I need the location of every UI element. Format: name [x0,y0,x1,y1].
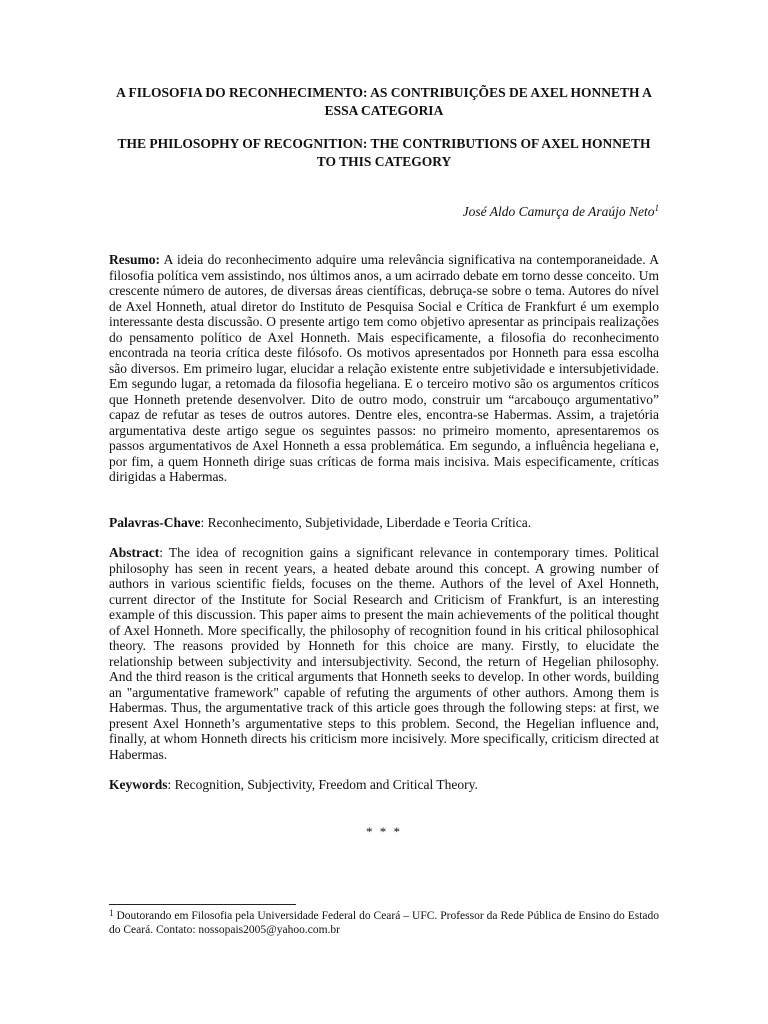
keywords-paragraph [109,777,659,793]
author-line [463,203,659,221]
footnote-marker: 1 [109,908,114,918]
palavras-chave-label: Palavras-Chave [109,515,201,530]
title-portuguese: A FILOSOFIA DO RECONHECIMENTO: AS CONTRIBUIÇÕES DE AXEL HONNETH A ESSA CATEGORIA [116,85,652,118]
author-name: José Aldo Camurça de Araújo Neto [462,204,655,219]
abstract-text: : The idea of recognition gains a significant relevance in contemporary times. Political philosophy has seen in recent years, a heated debate around this concept. A growing number of authors in various scientific fields, focuses on the theme. Authors of the level of Axel Honneth, current director of the Institute for Social Research and Criticism of Frankfurt, is an interesting example of this discussion. This paper aims to present the main achievements of the political thought of Axel Honneth. More specifically, the philosophy of recognition found in his critical philosophical theory. The reasons provided by Honneth for this choice are many. Firstly, to elucidate the relationship between subjectivity and intersubjectivity. Second, the return of Hegelian philosophy. And the third reason is the critical arguments that Honneth seeks to develop. In other words, building an "argumentative framework" capable of refuting the arguments of other authors. Among them is Habermas. Thus, the argumentative track of this article goes through the following steps: at first, we present Axel Honneth’s argumentative steps to this problem. Second, the Hegelian influence and, finally, at whom Honneth directs his criticism more incisively. More specifically, criticism directed at Habermas. [109,545,659,762]
palavras-chave-text: : Reconhecimento, Subjetividade, Liberdade e Teoria Crítica. [200,515,532,530]
document-page [109,0,659,1024]
footnote-text: Doutorando em Filosofia pela Universidade Federal do Ceará – UFC. Professor da Rede Pública de Ensino do Estado do Ceará. Contato: nossopais2005@yahoo.com.br [109,910,659,936]
resumo-paragraph [109,252,659,485]
resumo-text: A ideia do reconhecimento adquire uma relevância significativa na contemporaneidade. A filosofia política vem assistindo, nos últimos anos, a um acirrado debate em torno desse conceito. Um crescente número de autores, de diversas áreas científicas, debruça-se sobre o tema. Autores do nível de Axel Honneth, atual diretor do Instituto de Pesquisa Social e Crítica de Frankfurt é um exemplo interessante desta discussão. O presente artigo tem como objetivo apresentar as principais realizações do pensamento político de Axel Honneth. Mais especificamente, a filosofia do reconhecimento encontrada na teoria crítica deste filósofo. Os motivos apresentados por Honneth para essa escolha são diversos. Em primeiro lugar, elucidar a relação existente entre subjetividade e intersubjetividade. Em segundo lugar, a retomada da filosofia hegeliana. E o terceiro motivo são os argumentos críticos que Honneth pretende desenvolver. Dito de outro modo, construir um “arcabouço argumentativo” capaz de refutar as teses de outros autores. Dentre eles, encontra-se Habermas. Assim, a trajetória argumentativa deste artigo segue os seguintes passos: no primeiro momento, apresentaremos os passos argumentativos de Axel Honneth a essa problemática. Em segundo, a influência hegeliana e, por fim, a quem Honneth dirige suas críticas de forma mais incisiva. Mais especificamente, críticas dirigidas a Habermas. [109,252,659,484]
palavras-chave-paragraph [109,515,659,531]
abstract-paragraph [109,545,659,762]
abstract-label: Abstract [109,545,160,560]
footnote [109,909,659,937]
keywords-text: : Recognition, Subjectivity, Freedom and Critical Theory. [167,777,478,792]
section-separator: * * * [366,824,402,839]
author-footnote-marker: 1 [654,203,659,213]
title-english: THE PHILOSOPHY OF RECOGNITION: THE CONTRIBUTIONS OF AXEL HONNETH TO THIS CATEGORY [117,136,651,169]
keywords-label: Keywords [109,777,168,792]
footnote-divider [109,904,296,905]
resumo-label: Resumo: [109,252,160,267]
